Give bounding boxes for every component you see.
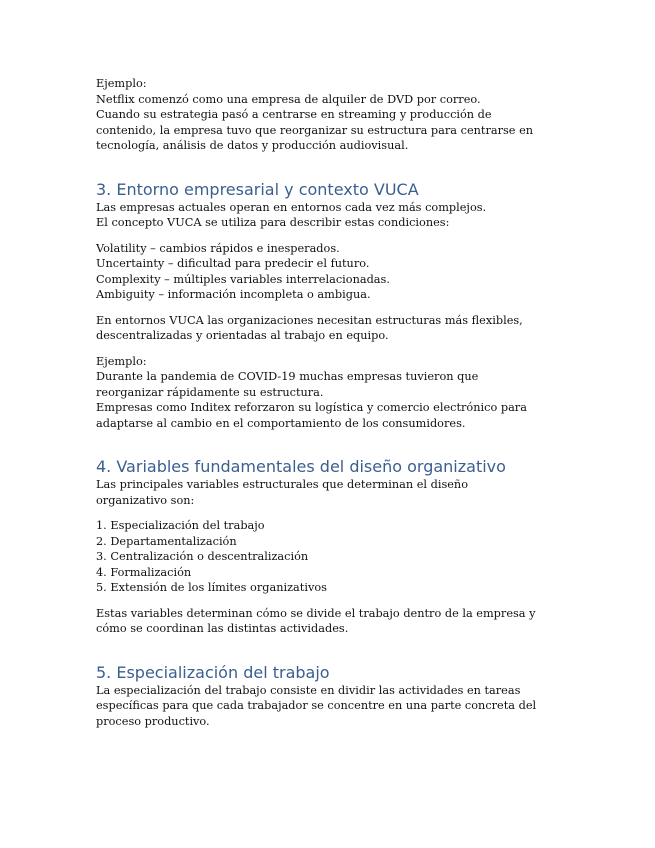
list-item: 1. Especialización del trabajo bbox=[96, 519, 265, 532]
section-3-intro bbox=[96, 200, 566, 231]
section-4-heading: 4. Variables fundamentales del diseño organizativo bbox=[96, 457, 506, 476]
list-item: Volatility – cambios rápidos e inesperados. bbox=[96, 241, 340, 255]
intro-label: Ejemplo: bbox=[96, 77, 147, 90]
list-item: 4. Formalización bbox=[96, 565, 192, 579]
list-item: 3. Centralización o descentralización bbox=[96, 550, 309, 563]
paragraph-line: cómo se coordinan las distintas actividades. bbox=[96, 622, 349, 635]
intro-line: Cuando su estrategia pasó a centrarse en streaming y producción de bbox=[96, 108, 492, 121]
intro-line: Netflix comenzó como una empresa de alquiler de DVD por correo. bbox=[96, 92, 481, 106]
section-3-heading: 3. Entorno empresarial y contexto VUCA bbox=[96, 179, 419, 199]
paragraph-line: El concepto VUCA se utiliza para describir estas condiciones: bbox=[96, 216, 450, 229]
paragraph-line: En entornos VUCA las organizaciones necesitan estructuras más flexibles, bbox=[96, 313, 523, 327]
list-item: Complexity – múltiples variables interrelacionadas. bbox=[96, 272, 390, 286]
section-3-paragraph bbox=[96, 313, 566, 344]
vuca-list bbox=[96, 241, 566, 303]
intro-example bbox=[96, 76, 566, 154]
list-item: 2. Departamentalización bbox=[96, 534, 237, 548]
paragraph-line: específicas para que cada trabajador se concentre en una parte concreta del bbox=[96, 699, 537, 712]
paragraph-line: Las empresas actuales operan en entornos cada vez más complejos. bbox=[96, 200, 487, 214]
list-item: Uncertainty – dificultad para predecir el futuro. bbox=[96, 257, 370, 270]
section-3-example bbox=[96, 354, 566, 432]
paragraph-line: Estas variables determinan cómo se divide el trabajo dentro de la empresa y bbox=[96, 606, 536, 620]
paragraph-line: descentralizadas y orientadas al trabajo en equipo. bbox=[96, 329, 389, 342]
paragraph-line: organizativo son: bbox=[96, 493, 195, 507]
document-body bbox=[96, 76, 566, 729]
section-5-heading: 5. Especialización del trabajo bbox=[96, 662, 330, 682]
intro-line: tecnología, análisis de datos y producción audiovisual. bbox=[96, 139, 409, 152]
paragraph-line: La especialización del trabajo consiste en dividir las actividades en tareas bbox=[96, 683, 521, 697]
section-5-paragraph bbox=[96, 683, 566, 730]
intro-line: contenido, la empresa tuvo que reorganizar su estructura para centrarse en bbox=[96, 123, 534, 137]
list-item: 5. Extensión de los límites organizativos bbox=[96, 581, 327, 594]
paragraph-line: Ejemplo: bbox=[96, 354, 147, 368]
variables-list bbox=[96, 518, 566, 596]
paragraph-line: adaptarse al cambio en el comportamiento de los consumidores. bbox=[96, 416, 466, 430]
paragraph-line: Durante la pandemia de COVID-19 muchas empresas tuvieron que bbox=[96, 370, 479, 383]
section-4-paragraph bbox=[96, 606, 566, 637]
paragraph-line: Empresas como Inditex reforzaron su logística y comercio electrónico para bbox=[96, 401, 527, 414]
paragraph-line: reorganizar rápidamente su estructura. bbox=[96, 385, 324, 399]
list-item: Ambiguity – información incompleta o ambigua. bbox=[96, 288, 371, 301]
paragraph-line: proceso productivo. bbox=[96, 714, 210, 728]
section-4-intro bbox=[96, 477, 566, 508]
paragraph-line: Las principales variables estructurales que determinan el diseño bbox=[96, 478, 469, 491]
